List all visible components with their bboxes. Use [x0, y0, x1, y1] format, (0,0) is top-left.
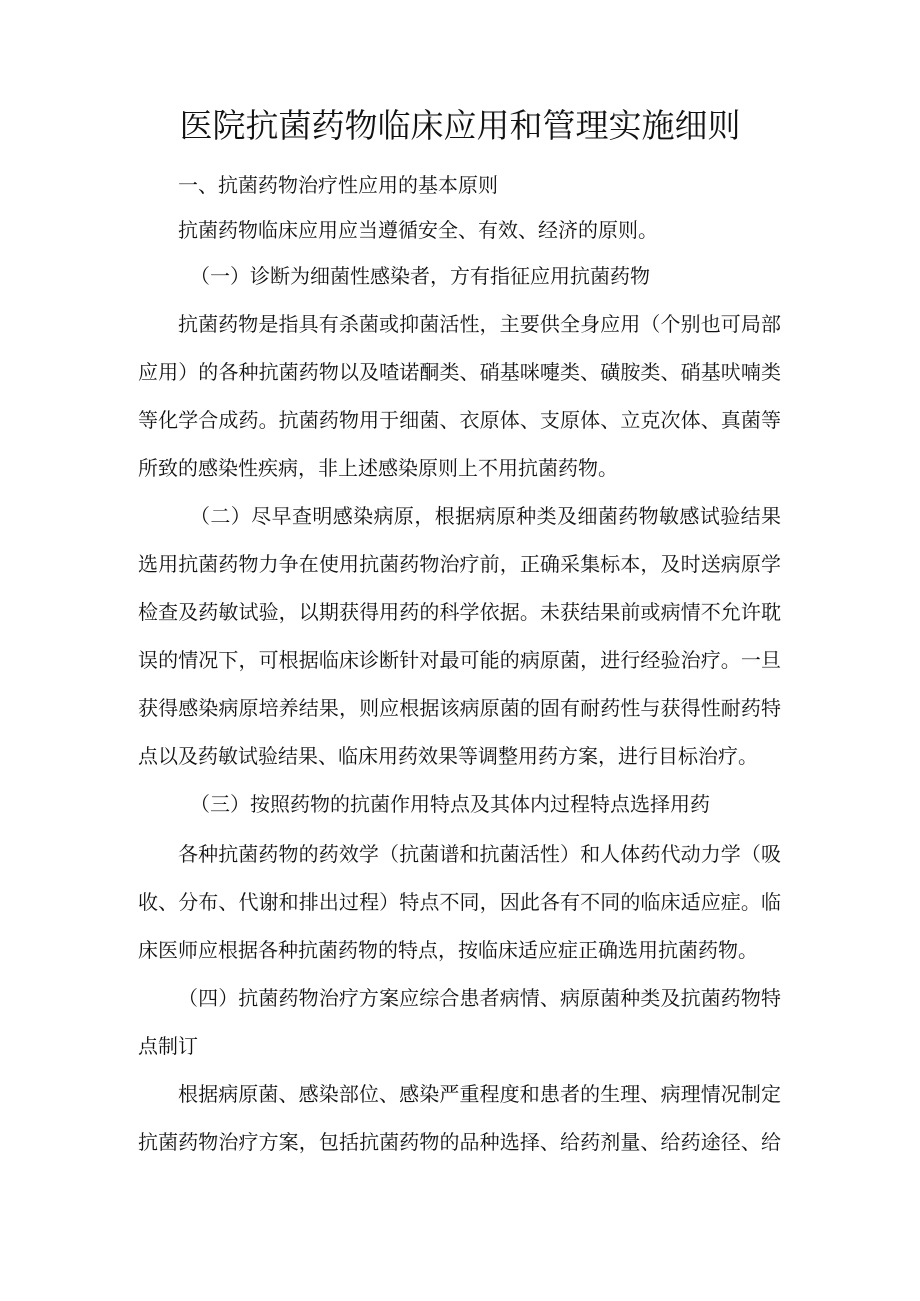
- paragraph-line: 抗菌药物治疗方案，包括抗菌药物的品种选择、给药剂量、给药途径、给: [138, 1130, 781, 1154]
- paragraph-line: 误的情况下，可根据临床诊断针对最可能的病原菌，进行经验治疗。一旦: [138, 648, 781, 672]
- paragraph-line: 床医师应根据各种抗菌药物的特点，按临床适应症正确选用抗菌药物。: [138, 938, 758, 962]
- subsection-heading: （二）尽早查明感染病原，根据病原种类及细菌药物敏感试验结果: [190, 504, 781, 528]
- paragraph-line: 抗菌药物是指具有杀菌或抑菌活性，主要供全身应用（个别也可局部: [178, 312, 781, 336]
- section-heading: 一、抗菌药物治疗性应用的基本原则: [178, 173, 498, 197]
- paragraph-line: 收、分布、代谢和排出过程）特点不同，因此各有不同的临床适应症。临: [138, 890, 781, 914]
- paragraph-line: 点制订: [138, 1034, 198, 1058]
- paragraph-line: 等化学合成药。抗菌药物用于细菌、衣原体、支原体、立克次体、真菌等: [138, 408, 781, 432]
- subsection-heading: （四）抗菌药物治疗方案应综合患者病情、病原菌种类及抗菌药物特: [178, 986, 781, 1010]
- paragraph-line: 抗菌药物临床应用应当遵循安全、有效、经济的原则。: [178, 218, 658, 242]
- subsection-heading: （三）按照药物的抗菌作用特点及其体内过程特点选择用药: [190, 792, 710, 816]
- page-title: 医院抗菌药物临床应用和管理实施细则: [179, 106, 741, 145]
- subsection-heading: （一）诊断为细菌性感染者，方有指征应用抗菌药物: [190, 264, 650, 288]
- paragraph-line: 选用抗菌药物力争在使用抗菌药物治疗前，正确采集标本，及时送病原学: [138, 552, 781, 576]
- paragraph-line: 各种抗菌药物的药效学（抗菌谱和抗菌活性）和人体药代动力学（吸: [178, 842, 781, 866]
- paragraph-line: 应用）的各种抗菌药物以及喳诺酮类、硝基咪嚏类、磺胺类、硝基吠喃类: [138, 360, 781, 384]
- paragraph-line: 根据病原菌、感染部位、感染严重程度和患者的生理、病理情况制定: [178, 1082, 781, 1106]
- paragraph-line: 获得感染病原培养结果，则应根据该病原菌的固有耐药性与获得性耐药特: [138, 696, 781, 720]
- paragraph-line: 所致的感染性疾病，非上述感染原则上不用抗菌药物。: [138, 456, 618, 480]
- paragraph-line: 检查及药敏试验，以期获得用药的科学依据。未获结果前或病情不允许耽: [138, 600, 781, 624]
- paragraph-line: 点以及药敏试验结果、临床用药效果等调整用药方案，进行目标治疗。: [138, 744, 758, 768]
